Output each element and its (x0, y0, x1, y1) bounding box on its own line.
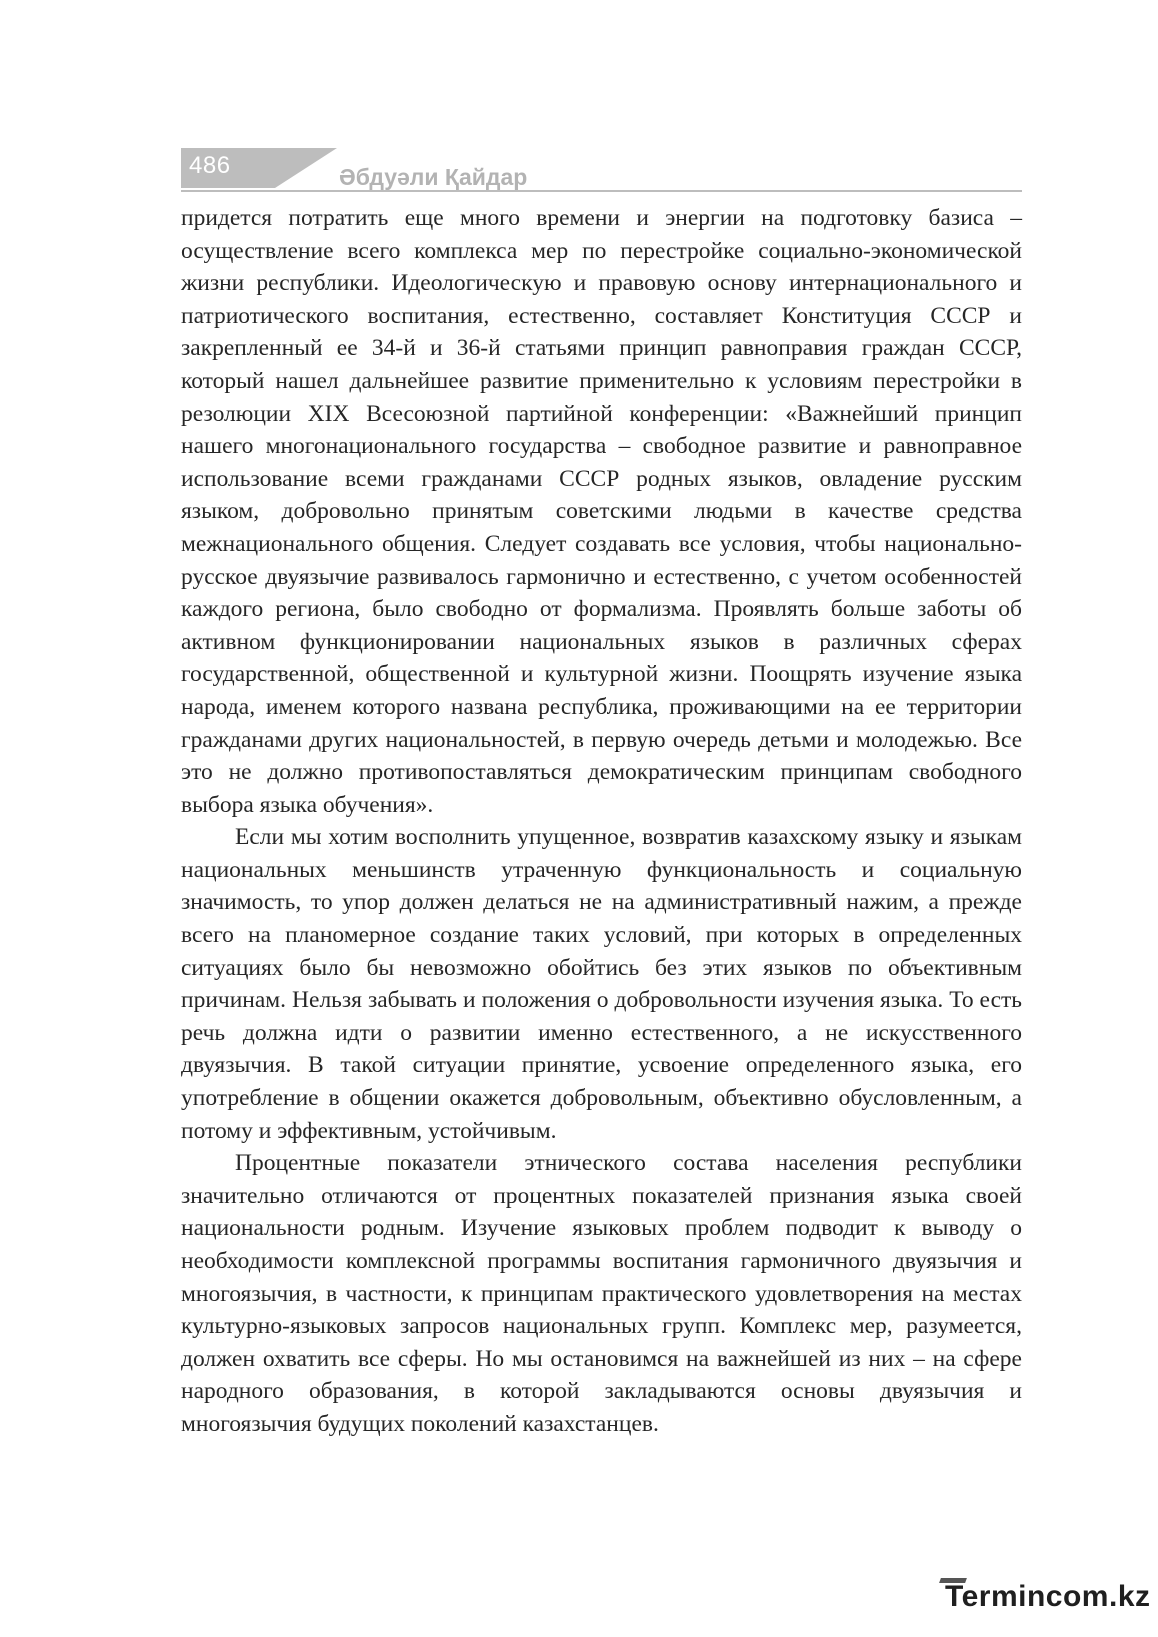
page-number: 486 (189, 152, 231, 179)
page-header (181, 148, 1022, 194)
running-title: Әбдуәли Қайдар (339, 164, 528, 190)
paragraph-continued: придется потратить еще много времени и энергии на подготовку базиса – осуществление всего комплекса мер по перестройке социально-экономической жизни республики. Идеологическую и правовую основу интернационального и патриотического воспитания, естественно, составляет Конституция СССР и закрепленный ее 34-й и 36-й статьями принцип равноправия граждан СССР, который нашел дальнейшее развитие применительно к условиям перестройки в резолюции XIX Всесоюзной партийной конференции: «Важнейший принцип нашего многонационального государства – свободное развитие и равноправное использование всеми гражданами СССР родных языков, овладение русским языком, добровольно принятым советскими людьми в качестве средства межнационального общения. Следует создавать все условия, чтобы национально-русское двуязычие развивалось гармонично и естественно, с учетом особенностей каждого региона, было свободно от формализма. Проявлять больше заботы об активном функционировании национальных языков в различных сферах государственной, общественной и культурной жизни. Поощрять изучение языка народа, именем которого названа республика, проживающими на ее территории гражданами других национальностей, в первую очередь детьми и молодежью. Все это не должно противопоставляться демократическим принципам свободного выбора языка обучения». (181, 205, 1022, 818)
paragraph: Процентные показатели этнического состава населения республики значительно отличаются от процентных показателей признания языка своей национальности родным. Изучение языковых проблем подводит к выводу о необходимости комплексной программы воспитания гармоничного двуязычия и многоязычия, в частности, к принципам практического удовлетворения на местах культурно-языковых запросов национальных групп. Комплекс мер, разумеется, должен охватить все сферы. Но мы остановимся на важнейшей из них – на сфере народного образования, в которой закладываются основы двуязычия и многоязычия будущих поколений казахстанцев. (181, 1150, 1022, 1437)
header-rule (181, 190, 1022, 192)
watermark-logo: Termincom.kz (945, 1580, 1151, 1613)
paragraph: Если мы хотим восполнить упущенное, возвратив казахскому языку и языкам национальных меньшинств утраченную функциональность и социальную значимость, то упор должен делаться не на административный нажим, а прежде всего на планомерное создание таких условий, при которых в определенных ситуациях было бы невозможно обойтись без этих языков по объективным причинам. Нельзя забывать и положения о добровольности изучения языка. То есть речь должна идти о развитии именно естественного, а не искусственного двуязычия. В такой ситуации принятие, усвоение определенного языка, его употребление в общении окажется добровольным, объективно обусловленным, а потому и эффективным, устойчивым. (181, 824, 1022, 1144)
page-number-tab-slant (275, 148, 337, 188)
body-text (181, 202, 1022, 1441)
